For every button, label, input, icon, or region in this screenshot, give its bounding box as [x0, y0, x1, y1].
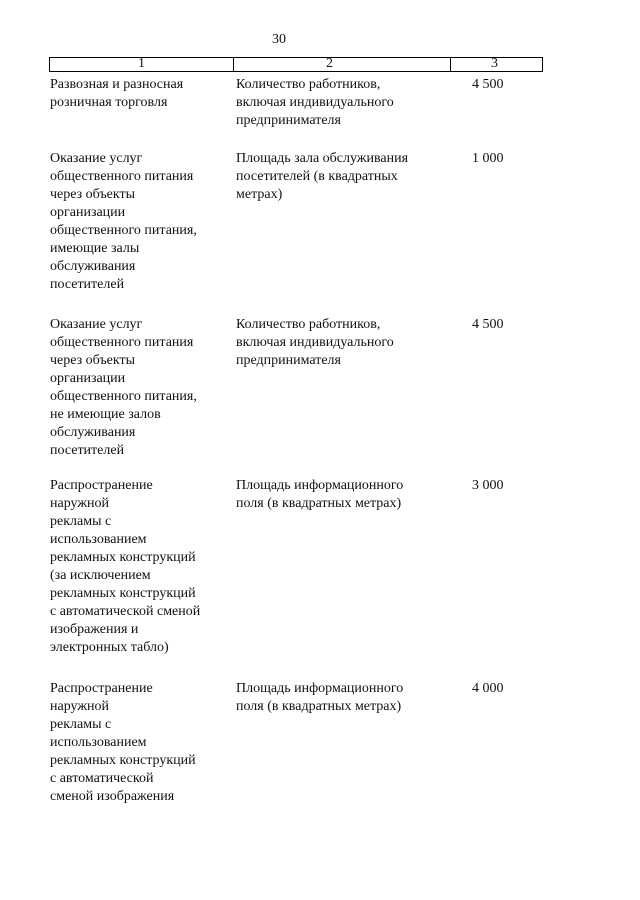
activity-cell: Распространение наружной рекламы с использованием рекламных конструкций (за исключением рекламных конструкций с автоматической сменой изображения и электронных табло)	[50, 478, 201, 655]
activity-cell: Распространение наружной рекламы с использованием рекламных конструкций с автоматической сменой изображения	[50, 681, 196, 804]
activity-cell: Оказание услуг общественного питания через объекты организации общественного питания, не имеющие залов обслуживания посетителей	[50, 317, 197, 458]
activity-cell: Развозная и разносная розничная торговля	[50, 77, 184, 110]
header-col-2: 2	[326, 56, 333, 71]
indicator-cell: Площадь информационного поля (в квадратных метрах)	[236, 478, 404, 511]
value-cell: 4 500	[472, 317, 504, 332]
header-col-3: 3	[491, 56, 498, 71]
header-divider	[450, 58, 451, 71]
indicator-cell: Площадь зала обслуживания посетителей (в квадратных метрах)	[236, 151, 409, 202]
value-cell: 1 000	[472, 151, 504, 166]
header-col-1: 1	[138, 56, 145, 71]
indicator-cell: Площадь информационного поля (в квадратных метрах)	[236, 681, 404, 714]
indicator-cell: Количество работников, включая индивидуального предпринимателя	[236, 77, 394, 128]
value-cell: 4 000	[472, 681, 504, 696]
value-cell: 3 000	[472, 478, 504, 493]
activity-cell: Оказание услуг общественного питания через объекты организации общественного питания, имеющие залы обслуживания посетителей	[50, 151, 197, 292]
value-cell: 4 500	[472, 77, 504, 92]
indicator-cell: Количество работников, включая индивидуального предпринимателя	[236, 317, 394, 368]
table-header	[49, 57, 543, 72]
page-number: 30	[272, 32, 286, 47]
header-divider	[233, 58, 234, 71]
